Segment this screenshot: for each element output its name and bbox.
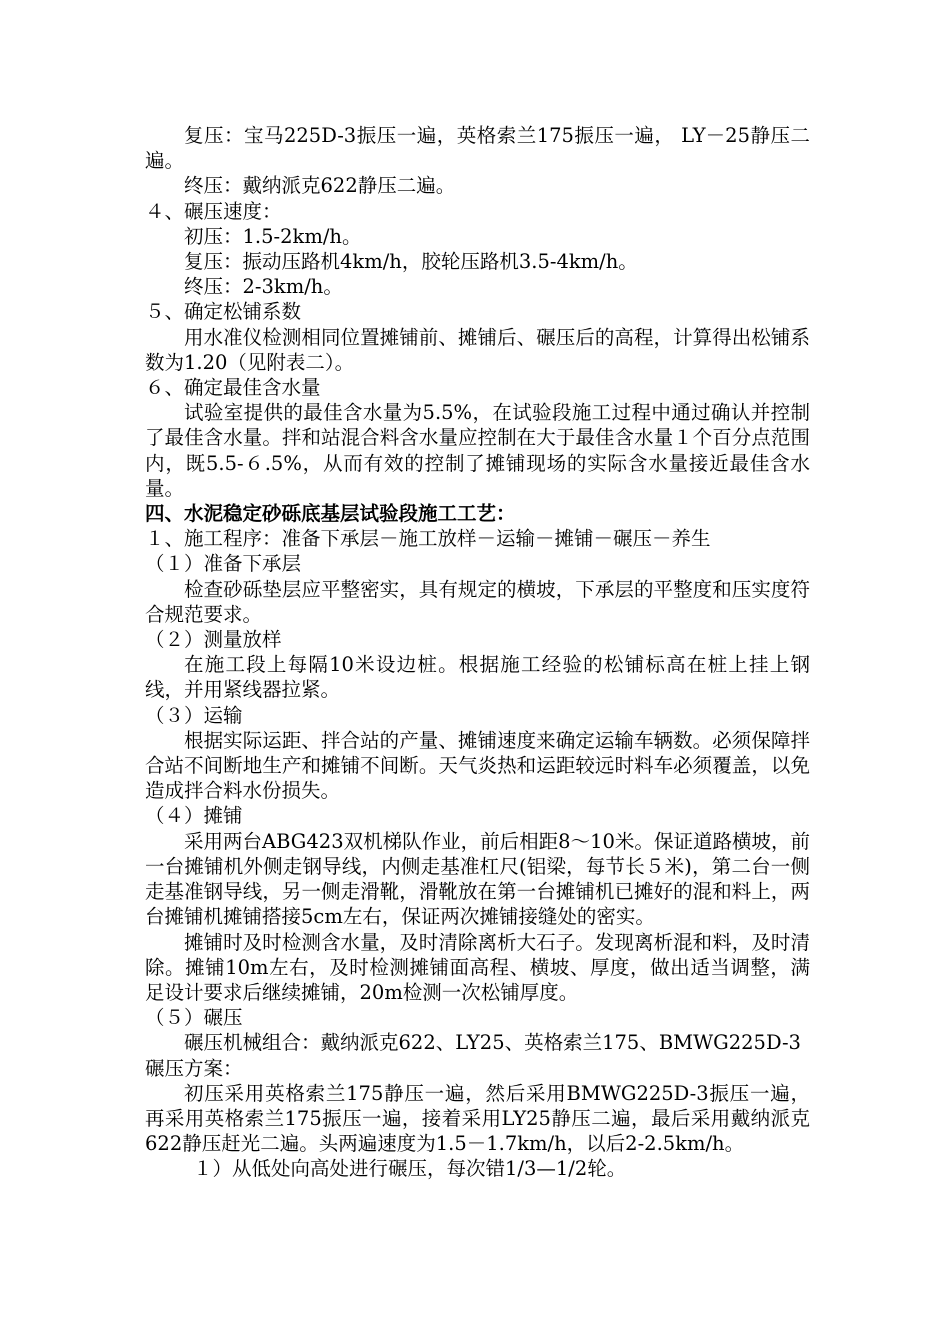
paragraph: １）从低处向高处进行碾压，每次错1/3—1/2轮。 xyxy=(193,1157,627,1181)
paragraph: 碾压机械组合：戴纳派克622、LY25、英格索兰175、BMWG225D-3 xyxy=(184,1031,801,1055)
paragraph: 初压采用英格索兰175静压一遍，然后采用BMWG225D-3振压一遍，再采用英格索兰175振压一遍，接着采用LY25静压二遍，最后采用戴纳派克622静压赶光二遍。头两遍速度为1.5－1.7km/h，以后2-2.5km/h。 xyxy=(145,1081,810,1156)
paragraph: 检查砂砾垫层应平整密实，具有规定的横坡，下承层的平整度和压实度符合规范要求。 xyxy=(145,577,810,626)
paragraph: 碾压方案： xyxy=(145,1056,243,1080)
paragraph: 复压：宝马225D-3振压一遍，英格索兰175振压一遍， LY－25静压二遍。 xyxy=(145,124,810,173)
paragraph: 试验室提供的最佳含水量为5.5%，在试验段施工过程中通过确认并控制了最佳含水量。拌和站混合料含水量应控制在大于最佳含水量１个百分点范围内，既5.5-６.5%，从而有效的控制了摊铺现场的实际含水量接近最佳含水量。 xyxy=(145,401,810,500)
paragraph: （３）运输 xyxy=(145,703,243,727)
paragraph: 在施工段上每隔10米设边桩。根据施工经验的松铺标高在桩上挂上钢线，并用紧线器拉紧。 xyxy=(145,653,810,702)
paragraph: ６、确定最佳含水量 xyxy=(145,376,321,400)
paragraph: （４）摊铺 xyxy=(145,804,243,828)
paragraph: （５）碾压 xyxy=(145,1006,243,1030)
paragraph: 用水准仪检测相同位置摊铺前、摊铺后、碾压后的高程，计算得出松铺系数为1.20（见附表二）。 xyxy=(145,325,810,374)
paragraph: 采用两台ABG423双机梯队作业，前后相距8～10米。保证道路横坡，前一台摊铺机外侧走钢导线，内侧走基准杠尺(铝梁，每节长５米)，第二台一侧走基准钢导线，另一侧走滑靴，滑靴放在第一台摊铺机已摊好的混和料上，两台摊铺机摊铺搭接5cm左右，保证两次摊铺接缝处的密实。 xyxy=(145,829,810,929)
section-heading: 四、水泥稳定砂砾底基层试验段施工工艺： xyxy=(145,502,516,526)
paragraph: 终压：2-3km/h。 xyxy=(184,275,343,299)
document-page xyxy=(145,123,810,1182)
paragraph: （１）准备下承层 xyxy=(145,552,302,576)
paragraph: 复压：振动压路机4km/h，胶轮压路机3.5-4km/h。 xyxy=(184,250,638,274)
paragraph: 初压：1.5-2km/h。 xyxy=(184,224,362,248)
paragraph: （２）测量放样 xyxy=(145,628,282,652)
paragraph: 根据实际运距、拌合站的产量、摊铺速度来确定运输车辆数。必须保障拌合站不间断地生产和摊铺不间断。天气炎热和运距较远时料车必须覆盖，以免造成拌合料水份损失。 xyxy=(145,728,810,803)
paragraph: １、施工程序：准备下承层－施工放样－运输－摊铺－碾压－养生 xyxy=(145,527,711,551)
paragraph: ４、碾压速度： xyxy=(145,199,282,223)
paragraph: 摊铺时及时检测含水量，及时清除离析大石子。发现离析混和料，及时清除。摊铺10m左右，及时检测摊铺面高程、横坡、厚度，做出适当调整，满足设计要求后继续摊铺，20m检测一次松铺厚度。 xyxy=(145,930,810,1004)
paragraph: ５、确定松铺系数 xyxy=(145,300,302,324)
paragraph: 终压：戴纳派克622静压二遍。 xyxy=(184,174,456,198)
